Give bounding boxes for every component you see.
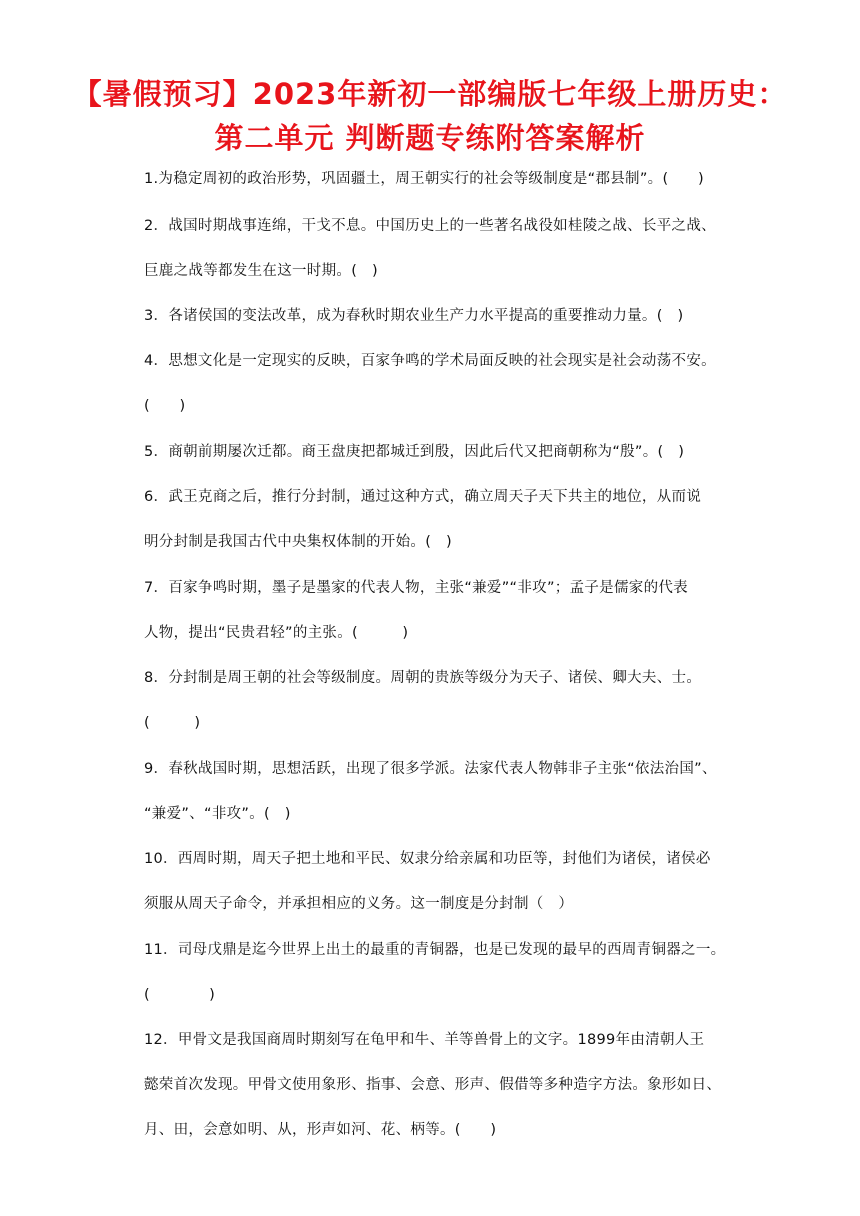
question-text-line: ( ) (144, 398, 186, 414)
question-text-line: 须服从周天子命令，并承担相应的义务。这一制度是分封制（ ） (144, 896, 574, 912)
question-text-line: 2．战国时期战事连绵，干戈不息。中国历史上的一些著名战役如桂陵之战、长平之战、 (144, 218, 716, 234)
question-text-line: 4．思想文化是一定现实的反映，百家争鸣的学术局面反映的社会现实是社会动荡不安。 (144, 353, 716, 369)
question-text-line: 1.为稳定周初的政治形势，巩固疆土，周王朝实行的社会等级制度是“郡县制”。( ) (144, 171, 704, 187)
question-text-line: 明分封制是我国古代中央集权体制的开始。( ) (144, 534, 452, 550)
question-text-line: 7．百家争鸣时期，墨子是墨家的代表人物，主张“兼爱”“非攻”；孟子是儒家的代表 (144, 580, 688, 596)
document-title-line-1: 【暑假预习】2023年新初一部编版七年级上册历史： (72, 77, 788, 111)
question-text-line: 12．甲骨文是我国商周时期刻写在龟甲和牛、羊等兽骨上的文字。1899年由清朝人王 (144, 1032, 705, 1048)
question-text-line: 月、田，会意如明、从，形声如河、花、柄等。( ) (144, 1122, 497, 1138)
question-text-line: 11．司母戊鼎是迄今世界上出土的最重的青铜器，也是已发现的最早的西周青铜器之一。 (144, 942, 726, 958)
question-text-line: 8．分封制是周王朝的社会等级制度。周朝的贵族等级分为天子、诸侯、卿大夫、士。 (144, 670, 702, 686)
question-text-line: 9．春秋战国时期，思想活跃，出现了很多学派。法家代表人物韩非子主张“依法治国”、 (144, 761, 717, 777)
question-text-line: ( ) (144, 715, 201, 731)
question-text-line: 懿荣首次发现。甲骨文使用象形、指事、会意、形声、假借等多种造字方法。象形如日、 (144, 1077, 722, 1093)
question-text-line: “兼爱”、“非攻”。( ) (144, 806, 291, 822)
document-title-line-2: 第二单元 判断题专练附答案解析 (214, 121, 646, 155)
question-text-line: 人物，提出“民贵君轻”的主张。( ) (144, 625, 409, 641)
question-text-line: 10．西周时期，周天子把土地和平民、奴隶分给亲属和功臣等，封他们为诸侯，诸侯必 (144, 851, 711, 867)
question-text-line: ( ) (144, 987, 216, 1003)
question-text-line: 3．各诸侯国的变法改革，成为春秋时期农业生产力水平提高的重要推动力量。( ) (144, 308, 684, 324)
question-text-line: 5．商朝前期屡次迁都。商王盘庚把都城迁到殷，因此后代又把商朝称为“殷”。( ) (144, 444, 685, 460)
question-text-line: 6．武王克商之后，推行分封制，通过这种方式，确立周天子天下共主的地位，从而说 (144, 489, 702, 505)
question-text-line: 巨鹿之战等都发生在这一时期。( ) (144, 263, 378, 279)
